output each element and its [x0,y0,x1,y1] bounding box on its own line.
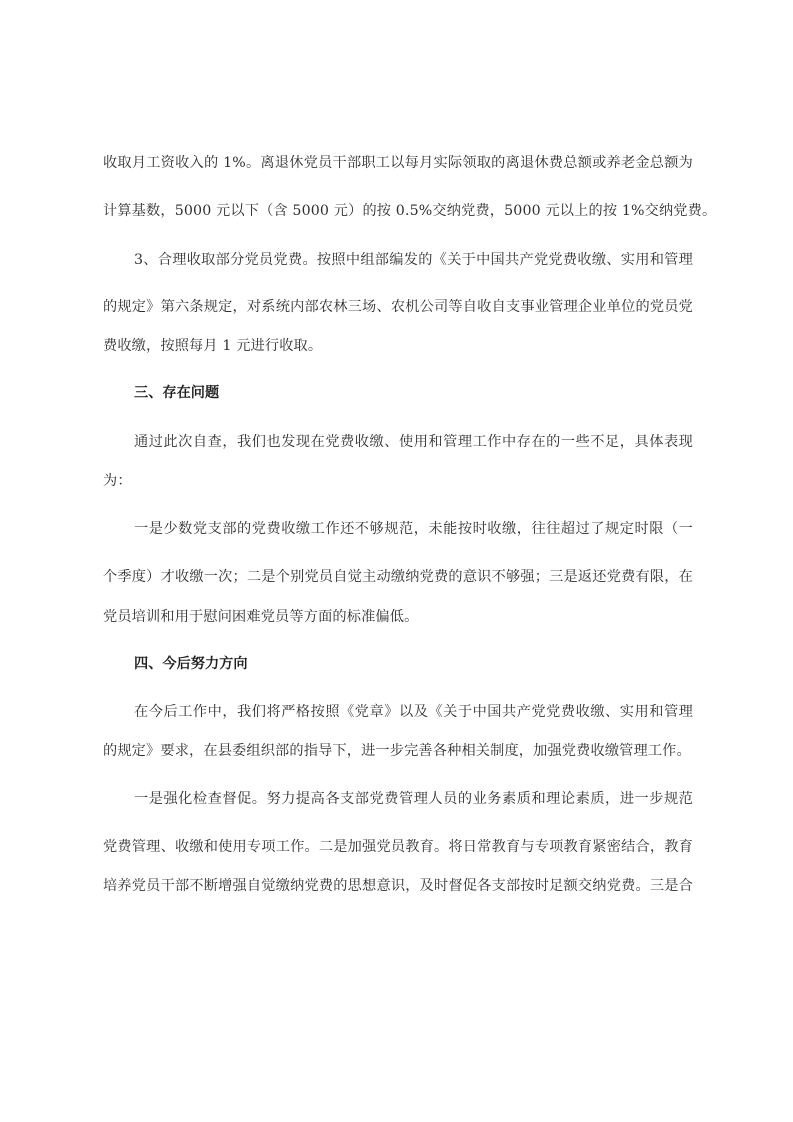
paragraph-line: 的规定》要求，在县委组织部的指导下，进一步完善各种相关制度，加强党费收缴管理工作。 [103,743,691,759]
paragraph-line: 的规定》第六条规定，对系统内部农林三场、农机公司等自收自支事业管理企业单位的党员党 [103,299,693,315]
paragraph-line: 一是少数党支部的党费收缴工作还不够规范，未能按时收缴，往往超过了规定时限（一 [134,521,693,537]
paragraph-line: 个季度）才收缴一次；二是个别党员自觉主动缴纳党费的意识不够强；三是返还党费有限，在 [103,569,693,585]
paragraph-line: 在今后工作中，我们将严格按照《党章》以及《关于中国共产党党费收缴、实用和管理 [134,704,693,720]
paragraph-line: 一是强化检查督促。努力提高各支部党费管理人员的业务素质和理论素质，进一步规范 [134,791,693,807]
paragraph-line: 通过此次自查，我们也发现在党费收缴、使用和管理工作中存在的一些不足，具体表现 [134,434,693,450]
section-heading-future-direction: 四、今后努力方向 [134,656,248,672]
paragraph-line: 为： [103,473,132,489]
paragraph-line: 收取月工资收入的 1%。离退休党员干部职工以每月实际领取的离退休费总额或养老金总额为 [103,155,693,171]
section-heading-problems: 三、存在问题 [134,385,220,401]
paragraph-line: 党费管理、收缴和使用专项工作。二是加强党员教育。将日常教育与专项教育紧密结合，教育 [103,839,693,855]
paragraph-line: 费收缴，按照每月 1 元进行收取。 [103,338,323,354]
paragraph-line: 党员培训和用于慰问困难党员等方面的标准偏低。 [103,609,419,625]
paragraph-line: 3、合理收取部分党员党费。按照中组部编发的《关于中国共产党党费收缴、实用和管理 [134,252,693,268]
paragraph-line: 培养党员干部不断增强自觉缴纳党费的思想意识，及时督促各支部按时足额交纳党费。三是合 [103,878,693,894]
paragraph-line: 计算基数，5000 元以下（含 5000 元）的按 0.5%交纳党费，5000 元以上的按 1%交纳党费。 [103,203,717,219]
